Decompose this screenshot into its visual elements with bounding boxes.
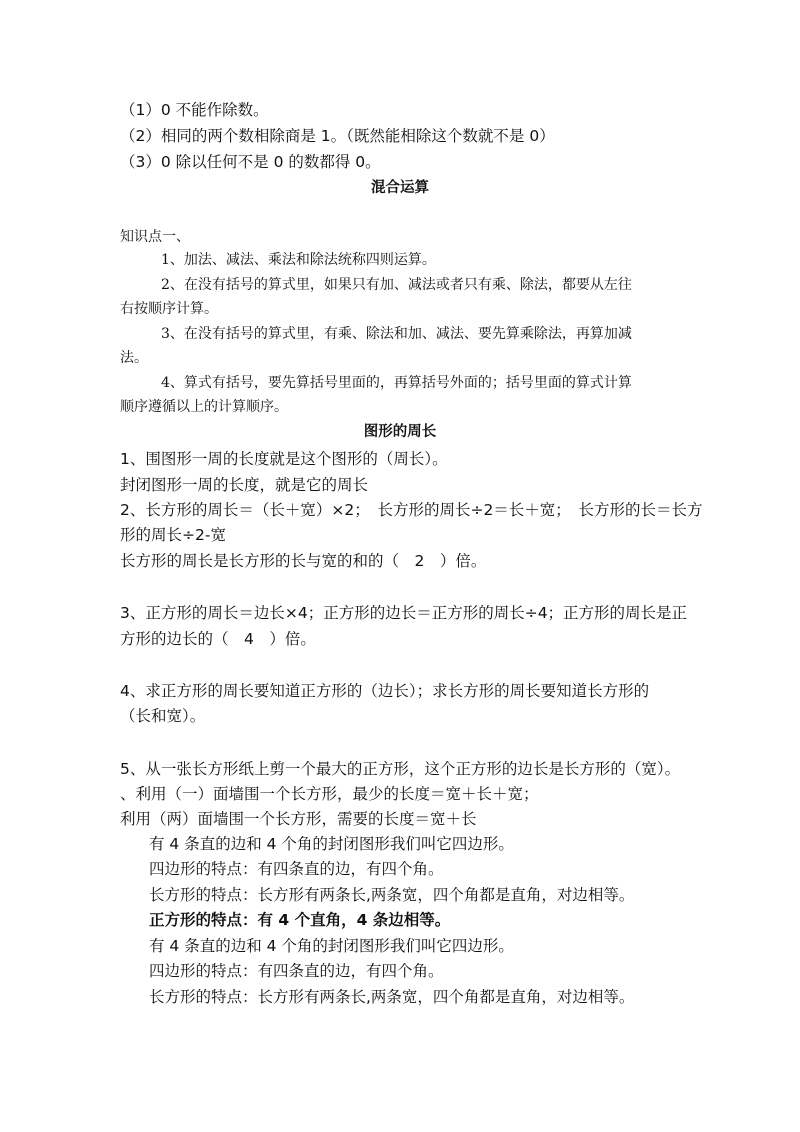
perimeter-line-1: 1、围图形一周的长度就是这个图形的（周长）。 (120, 450, 448, 468)
perimeter-line-3-cont: 形的周长÷2-宽 (120, 526, 226, 544)
shapes-line-2: 四边形的特点：有四条直的边，有四个角。 (149, 860, 444, 878)
shapes-line-6: 四边形的特点：有四条直的边，有四个角。 (149, 962, 444, 980)
perimeter-line-3: 2、长方形的周长＝（长＋宽）×2； 长方形的周长÷2＝长＋宽； 长方形的长＝长方 (120, 501, 703, 519)
knowledge-item-3-cont: 法。 (120, 350, 148, 366)
knowledge-item-4-cont: 顺序遵循以上的计算顺序。 (120, 399, 288, 415)
knowledge-item-2-cont: 右按顺序计算。 (120, 301, 218, 317)
knowledge-item-3: 3、在没有括号的算式里，有乘、除法和加、减法、要先算乘除法，再算加减 (161, 326, 632, 342)
perimeter-line-5-cont: 方形的边长的（ 4 ）倍。 (120, 630, 316, 648)
rule-3: （3）0 除以任何不是 0 的数都得 0。 (120, 153, 381, 171)
shapes-line-4-bold: 正方形的特点：有 4 个直角，4 条边相等。 (149, 911, 451, 929)
perimeter-line-6: 4、求正方形的周长要知道正方形的（边长）；求长方形的周长要知道长方形的 (120, 682, 650, 700)
shapes-line-1: 有 4 条直的边和 4 个角的封闭图形我们叫它四边形。 (149, 835, 514, 853)
perimeter-line-4: 长方形的周长是长方形的长与宽的和的（ 2 ）倍。 (120, 552, 487, 570)
perimeter-line-8: 、利用（一）面墙围一个长方形，最少的长度＝宽＋长＋宽； (120, 785, 539, 803)
knowledge-item-4: 4、算式有括号，要先算括号里面的，再算括号外面的；括号里面的算式计算 (161, 375, 632, 391)
knowledge-item-1: 1、加法、减法、乘法和除法统称四则运算。 (161, 252, 436, 268)
rule-1: （1）0 不能作除数。 (120, 101, 269, 119)
perimeter-line-9: 利用（两）面墙围一个长方形，需要的长度＝宽＋长 (120, 810, 477, 828)
knowledge-item-2: 2、在没有括号的算式里，如果只有加、减法或者只有乘、除法，都要从左往 (161, 277, 632, 293)
section-title-mixed-operations: 混合运算 (371, 180, 429, 196)
shapes-line-5: 有 4 条直的边和 4 个角的封闭图形我们叫它四边形。 (149, 937, 514, 955)
rule-2: （2）相同的两个数相除商是 1。（既然能相除这个数就不是 0） (120, 127, 555, 145)
perimeter-line-2: 封闭图形一周的长度，就是它的周长 (120, 476, 369, 494)
shapes-line-7: 长方形的特点：长方形有两条长,两条宽，四个角都是直角，对边相等。 (149, 988, 635, 1006)
perimeter-line-6-cont: （长和宽）。 (120, 707, 206, 725)
shapes-line-3: 长方形的特点：长方形有两条长,两条宽，四个角都是直角，对边相等。 (149, 886, 635, 904)
section-title-perimeter: 图形的周长 (363, 424, 437, 440)
perimeter-line-7: 5、从一张长方形纸上剪一个最大的正方形，这个正方形的边长是长方形的（宽）。 (120, 760, 681, 778)
perimeter-line-5: 3、正方形的周长＝边长×4；正方形的边长＝正方形的周长÷4；正方形的周长是正 (120, 604, 688, 622)
knowledge-label: 知识点一、 (120, 229, 190, 245)
